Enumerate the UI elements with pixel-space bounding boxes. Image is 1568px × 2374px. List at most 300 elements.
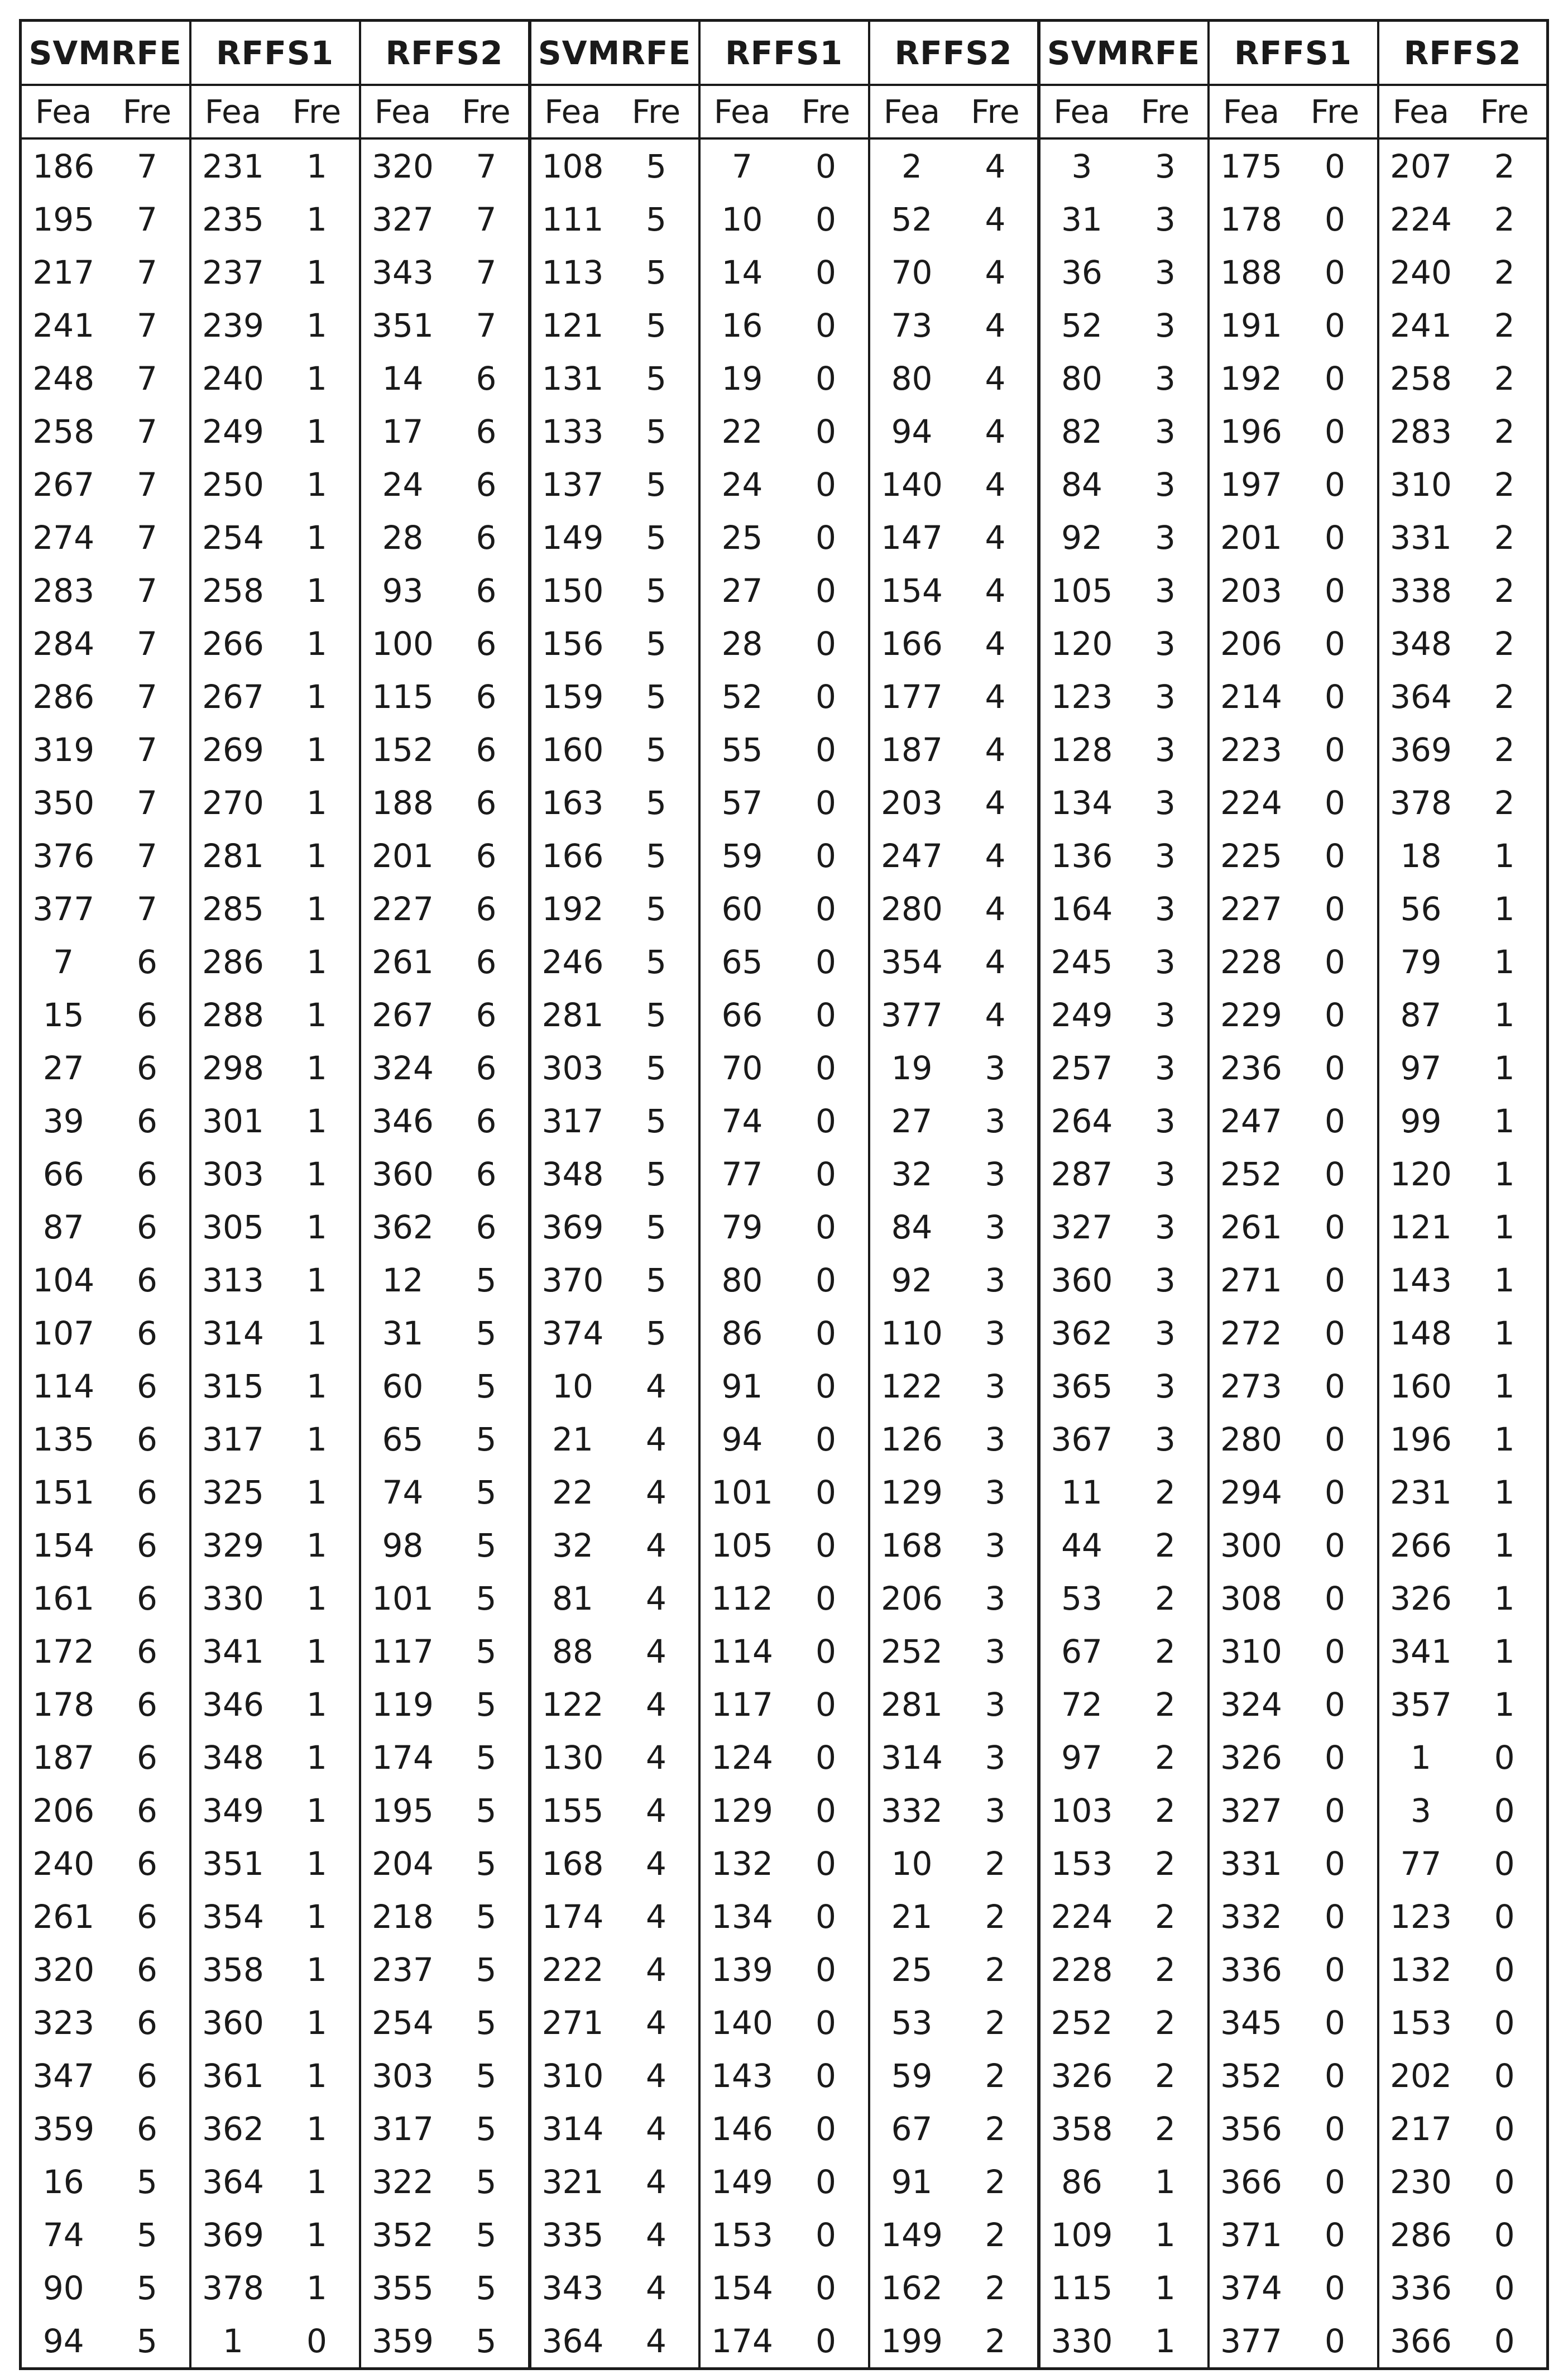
- feature-cell: 287: [1051, 1155, 1113, 1193]
- column-header-fre: Fre: [275, 85, 360, 138]
- frequency-cell: 1: [275, 1890, 360, 1943]
- frequency-cell: 4: [954, 458, 1039, 511]
- frequency-cell: 2: [1124, 2049, 1209, 2102]
- feature-cell: 303: [372, 2056, 434, 2095]
- frequency-cell: 0: [784, 1625, 869, 1678]
- feature-cell: 32: [891, 1155, 933, 1193]
- feature-cell: 303: [202, 1155, 264, 1193]
- feature-cell: 80: [1061, 359, 1102, 398]
- feature-cell: 80: [721, 1261, 763, 1299]
- feature-cell: 166: [881, 624, 943, 663]
- feature-cell: 27: [891, 1102, 933, 1140]
- feature-cell: 92: [891, 1261, 933, 1299]
- frequency-cell: 0: [1293, 723, 1378, 776]
- feature-cell: 115: [1051, 2268, 1113, 2307]
- feature-cell: 378: [202, 2268, 264, 2307]
- frequency-cell: 4: [954, 564, 1039, 617]
- column-header-fre: Fre: [1124, 85, 1209, 138]
- feature-cell: 3: [1071, 147, 1092, 185]
- frequency-cell: 1: [1494, 995, 1515, 1034]
- frequency-cell: 1: [275, 2208, 360, 2261]
- table-row: [21, 2208, 1548, 2261]
- feature-cell: 132: [711, 1844, 773, 1883]
- frequency-cell: 0: [784, 723, 869, 776]
- frequency-cell: 5: [615, 193, 699, 246]
- frequency-cell: 1: [275, 1731, 360, 1784]
- frequency-cell: 2: [1124, 1731, 1209, 1784]
- frequency-cell: 1: [275, 1360, 360, 1413]
- feature-cell: 349: [202, 1791, 264, 1830]
- frequency-cell: 7: [106, 193, 190, 246]
- frequency-cell: 2: [1494, 200, 1515, 238]
- frequency-cell: 6: [106, 988, 190, 1041]
- feature-cell: 174: [372, 1738, 434, 1777]
- frequency-cell: 0: [784, 193, 869, 246]
- frequency-cell: 3: [954, 1572, 1039, 1625]
- feature-cell: 159: [541, 677, 604, 716]
- table-row: [21, 670, 1548, 723]
- frequency-cell: 4: [615, 1519, 699, 1572]
- frequency-cell: 6: [106, 1784, 190, 1837]
- column-header-fea: Fea: [360, 85, 445, 138]
- frequency-cell: 0: [784, 670, 869, 723]
- feature-cell: 174: [541, 1897, 604, 1936]
- feature-cell: 140: [711, 2003, 773, 2042]
- column-header-fea: Fea: [530, 85, 615, 138]
- feature-cell: 286: [1390, 2215, 1452, 2254]
- frequency-cell: 4: [615, 2102, 699, 2155]
- frequency-cell: 7: [106, 564, 190, 617]
- frequency-cell: 0: [1293, 193, 1378, 246]
- frequency-cell: 1: [275, 405, 360, 458]
- frequency-cell: 0: [784, 1837, 869, 1890]
- feature-cell: 224: [1051, 1897, 1113, 1936]
- frequency-cell: 1: [275, 1200, 360, 1253]
- frequency-cell: 0: [784, 352, 869, 405]
- frequency-cell: 0: [1494, 2109, 1515, 2148]
- frequency-cell: 5: [445, 1837, 530, 1890]
- frequency-cell: 3: [954, 1094, 1039, 1147]
- feature-cell: 327: [1220, 1791, 1282, 1830]
- feature-cell: 325: [202, 1473, 264, 1511]
- feature-cell: 93: [382, 571, 424, 610]
- feature-cell: 129: [881, 1473, 943, 1511]
- frequency-cell: 0: [1293, 1731, 1378, 1784]
- feature-cell: 366: [1220, 2162, 1282, 2201]
- feature-cell: 27: [721, 571, 763, 610]
- frequency-cell: 2: [954, 2049, 1039, 2102]
- frequency-cell: 5: [445, 2261, 530, 2314]
- feature-cell: 177: [881, 677, 943, 716]
- frequency-cell: 1: [1494, 1314, 1515, 1352]
- feature-cell: 286: [202, 942, 264, 981]
- feature-cell: 310: [1390, 465, 1452, 504]
- feature-cell: 128: [1051, 730, 1113, 769]
- frequency-cell: 1: [1494, 1155, 1515, 1193]
- feature-cell: 247: [881, 836, 943, 875]
- feature-cell: 249: [1051, 995, 1113, 1034]
- frequency-cell: 5: [445, 1466, 530, 1519]
- frequency-cell: 1: [275, 1572, 360, 1625]
- feature-cell: 298: [202, 1049, 264, 1087]
- frequency-cell: 5: [445, 1625, 530, 1678]
- feature-cell: 224: [1390, 200, 1452, 238]
- frequency-cell: 0: [1293, 1572, 1378, 1625]
- feature-cell: 225: [1220, 836, 1282, 875]
- frequency-cell: 1: [1494, 1367, 1515, 1405]
- feature-cell: 148: [1390, 1314, 1452, 1352]
- feature-cell: 249: [202, 412, 264, 451]
- frequency-cell: 0: [784, 1890, 869, 1943]
- frequency-cell: 1: [275, 1519, 360, 1572]
- feature-cell: 283: [32, 571, 95, 610]
- frequency-cell: 0: [784, 2314, 869, 2369]
- frequency-cell: 0: [784, 829, 869, 882]
- group-header-rffs1: RFFS1: [190, 21, 360, 85]
- frequency-cell: 5: [615, 723, 699, 776]
- frequency-cell: 3: [1124, 988, 1209, 1041]
- table-row: [21, 988, 1548, 1041]
- feature-cell: 331: [1220, 1844, 1282, 1883]
- feature-cell: 101: [711, 1473, 773, 1511]
- feature-cell: 86: [1061, 2162, 1102, 2201]
- frequency-cell: 5: [106, 2314, 190, 2369]
- frequency-cell: 4: [954, 723, 1039, 776]
- frequency-cell: 3: [1124, 458, 1209, 511]
- frequency-cell: 0: [1293, 617, 1378, 670]
- feature-cell: 124: [711, 1738, 773, 1777]
- feature-cell: 123: [1390, 1897, 1452, 1936]
- frequency-cell: 5: [445, 2102, 530, 2155]
- feature-cell: 204: [372, 1844, 434, 1883]
- frequency-cell: 1: [275, 458, 360, 511]
- group-header-row: [21, 21, 1548, 85]
- frequency-cell: 7: [445, 246, 530, 299]
- table-row: [21, 723, 1548, 776]
- frequency-cell: 5: [615, 564, 699, 617]
- feature-cell: 36: [1061, 253, 1102, 291]
- frequency-cell: 2: [1124, 1890, 1209, 1943]
- frequency-cell: 3: [1124, 1147, 1209, 1200]
- feature-cell: 103: [1051, 1791, 1113, 1830]
- feature-cell: 250: [202, 465, 264, 504]
- feature-cell: 73: [891, 306, 933, 344]
- frequency-cell: 2: [1494, 571, 1515, 610]
- frequency-cell: 0: [784, 988, 869, 1041]
- feature-cell: 155: [541, 1791, 604, 1830]
- feature-cell: 314: [202, 1314, 264, 1352]
- frequency-cell: 0: [1494, 1791, 1515, 1830]
- frequency-cell: 2: [954, 2314, 1039, 2369]
- feature-cell: 143: [711, 2056, 773, 2095]
- frequency-cell: 0: [1293, 988, 1378, 1041]
- frequency-cell: 0: [1293, 1625, 1378, 1678]
- frequency-cell: 0: [1494, 1897, 1515, 1936]
- feature-cell: 166: [541, 836, 604, 875]
- frequency-cell: 4: [615, 2049, 699, 2102]
- column-header-fea: Fea: [1039, 85, 1124, 138]
- frequency-cell: 4: [615, 1731, 699, 1784]
- frequency-cell: 2: [1124, 1519, 1209, 1572]
- frequency-cell: 7: [106, 352, 190, 405]
- frequency-cell: 2: [1124, 1572, 1209, 1625]
- feature-cell: 66: [42, 1155, 84, 1193]
- feature-cell: 240: [1390, 253, 1452, 291]
- table-row: [21, 246, 1548, 299]
- feature-cell: 136: [1051, 836, 1113, 875]
- frequency-cell: 5: [106, 2155, 190, 2208]
- column-header-fre: Fre: [445, 85, 530, 138]
- frequency-cell: 3: [954, 1678, 1039, 1731]
- frequency-cell: 2: [1494, 359, 1515, 398]
- feature-cell: 218: [372, 1897, 434, 1936]
- table-row: [21, 935, 1548, 988]
- frequency-cell: 6: [106, 1890, 190, 1943]
- feature-cell: 57: [721, 783, 763, 822]
- frequency-cell: 5: [445, 2155, 530, 2208]
- feature-cell: 229: [1220, 995, 1282, 1034]
- frequency-cell: 1: [275, 1147, 360, 1200]
- feature-cell: 120: [1390, 1155, 1452, 1193]
- frequency-cell: 0: [784, 2208, 869, 2261]
- feature-cell: 245: [1051, 942, 1113, 981]
- feature-cell: 348: [1390, 624, 1452, 663]
- feature-cell: 330: [1051, 2322, 1113, 2360]
- frequency-cell: 1: [275, 193, 360, 246]
- frequency-cell: 4: [954, 405, 1039, 458]
- frequency-cell: 5: [445, 1360, 530, 1413]
- feature-cell: 252: [1220, 1155, 1282, 1193]
- feature-cell: 376: [32, 836, 95, 875]
- feature-cell: 240: [32, 1844, 95, 1883]
- frequency-cell: 0: [1293, 1306, 1378, 1360]
- feature-cell: 131: [541, 359, 604, 398]
- feature-cell: 317: [541, 1102, 604, 1140]
- feature-cell: 195: [372, 1791, 434, 1830]
- feature-cell: 343: [372, 253, 434, 291]
- feature-cell: 261: [1220, 1208, 1282, 1246]
- feature-cell: 178: [32, 1685, 95, 1724]
- column-header-fre: Fre: [1463, 85, 1548, 138]
- frequency-cell: 1: [275, 1837, 360, 1890]
- feature-cell: 367: [1051, 1420, 1113, 1458]
- feature-cell: 115: [372, 677, 434, 716]
- feature-cell: 126: [881, 1420, 943, 1458]
- frequency-cell: 4: [615, 2314, 699, 2369]
- column-header-fea: Fea: [699, 85, 784, 138]
- frequency-cell: 1: [1494, 1208, 1515, 1246]
- frequency-cell: 1: [275, 617, 360, 670]
- feature-cell: 94: [42, 2322, 84, 2360]
- frequency-cell: 0: [784, 776, 869, 829]
- frequency-cell: 0: [1494, 2268, 1515, 2307]
- feature-cell: 362: [1051, 1314, 1113, 1352]
- frequency-cell: 4: [615, 1625, 699, 1678]
- feature-cell: 44: [1061, 1526, 1102, 1564]
- table-row: [21, 1784, 1548, 1837]
- frequency-cell: 4: [954, 511, 1039, 564]
- feature-cell: 22: [552, 1473, 593, 1511]
- frequency-cell: 7: [106, 458, 190, 511]
- feature-cell: 119: [372, 1685, 434, 1724]
- feature-cell: 327: [372, 200, 434, 238]
- frequency-cell: 3: [954, 1519, 1039, 1572]
- frequency-cell: 2: [1494, 412, 1515, 451]
- frequency-cell: 6: [106, 1306, 190, 1360]
- frequency-cell: 5: [615, 138, 699, 193]
- frequency-cell: 1: [1494, 1420, 1515, 1458]
- frequency-cell: 5: [445, 1890, 530, 1943]
- frequency-cell: 5: [445, 1678, 530, 1731]
- feature-cell: 117: [372, 1632, 434, 1671]
- feature-cell: 11: [1061, 1473, 1102, 1511]
- frequency-cell: 3: [954, 1466, 1039, 1519]
- table-body: [21, 138, 1548, 2369]
- feature-cell: 281: [881, 1685, 943, 1724]
- frequency-cell: 7: [106, 617, 190, 670]
- feature-cell: 154: [881, 571, 943, 610]
- feature-cell: 272: [1220, 1314, 1282, 1352]
- frequency-cell: 6: [445, 511, 530, 564]
- frequency-cell: 5: [615, 1094, 699, 1147]
- feature-cell: 134: [711, 1897, 773, 1936]
- feature-cell: 32: [552, 1526, 593, 1564]
- feature-cell: 178: [1220, 200, 1282, 238]
- feature-cell: 351: [202, 1844, 264, 1883]
- feature-cell: 364: [1390, 677, 1452, 716]
- feature-cell: 362: [202, 2109, 264, 2148]
- frequency-cell: 5: [445, 1784, 530, 1837]
- feature-cell: 52: [721, 677, 763, 716]
- feature-cell: 364: [202, 2162, 264, 2201]
- frequency-cell: 0: [1293, 1943, 1378, 1996]
- frequency-cell: 0: [275, 2314, 360, 2369]
- frequency-cell: 0: [784, 299, 869, 352]
- feature-cell: 7: [732, 147, 752, 185]
- frequency-cell: 6: [106, 1147, 190, 1200]
- frequency-cell: 3: [1124, 138, 1209, 193]
- feature-cell: 1: [223, 2322, 243, 2360]
- frequency-cell: 4: [954, 776, 1039, 829]
- frequency-cell: 4: [615, 1890, 699, 1943]
- frequency-cell: 7: [106, 299, 190, 352]
- frequency-cell: 5: [445, 2208, 530, 2261]
- frequency-cell: 5: [615, 988, 699, 1041]
- frequency-cell: 6: [445, 935, 530, 988]
- frequency-cell: 0: [784, 1360, 869, 1413]
- frequency-cell: 3: [1124, 723, 1209, 776]
- feature-cell: 147: [881, 518, 943, 557]
- frequency-cell: 0: [1293, 246, 1378, 299]
- frequency-cell: 6: [106, 935, 190, 988]
- frequency-cell: 1: [275, 1678, 360, 1731]
- frequency-cell: 2: [954, 1996, 1039, 2049]
- frequency-cell: 0: [784, 1943, 869, 1996]
- feature-cell: 359: [372, 2322, 434, 2360]
- feature-cell: 53: [891, 2003, 933, 2042]
- feature-cell: 202: [1390, 2056, 1452, 2095]
- feature-cell: 97: [1061, 1738, 1102, 1777]
- frequency-cell: 1: [1494, 1579, 1515, 1617]
- feature-cell: 14: [382, 359, 424, 398]
- feature-cell: 139: [711, 1950, 773, 1989]
- frequency-cell: 0: [1494, 1738, 1515, 1777]
- feature-cell: 15: [42, 995, 84, 1034]
- frequency-cell: 5: [615, 617, 699, 670]
- frequency-cell: 1: [275, 1625, 360, 1678]
- feature-cell: 197: [1220, 465, 1282, 504]
- feature-cell: 70: [721, 1049, 763, 1087]
- frequency-cell: 1: [275, 1943, 360, 1996]
- feature-cell: 12: [382, 1261, 424, 1299]
- feature-cell: 1: [1411, 1738, 1431, 1777]
- frequency-cell: 6: [445, 405, 530, 458]
- feature-cell: 258: [32, 412, 95, 451]
- frequency-cell: 3: [954, 1784, 1039, 1837]
- feature-cell: 217: [1390, 2109, 1452, 2148]
- feature-cell: 354: [881, 942, 943, 981]
- frequency-cell: 3: [954, 1413, 1039, 1466]
- frequency-cell: 0: [784, 458, 869, 511]
- feature-cell: 110: [881, 1314, 943, 1352]
- feature-cell: 332: [881, 1791, 943, 1830]
- feature-cell: 156: [541, 624, 604, 663]
- group-header-rffs2: RFFS2: [360, 21, 530, 85]
- feature-cell: 150: [541, 571, 604, 610]
- frequency-cell: 0: [1494, 2162, 1515, 2201]
- feature-cell: 149: [881, 2215, 943, 2254]
- feature-cell: 360: [202, 2003, 264, 2042]
- frequency-cell: 0: [1293, 1519, 1378, 1572]
- table-row: [21, 1731, 1548, 1784]
- feature-cell: 252: [1051, 2003, 1113, 2042]
- feature-cell: 317: [202, 1420, 264, 1458]
- feature-cell: 174: [711, 2322, 773, 2360]
- frequency-cell: 1: [275, 511, 360, 564]
- feature-cell: 168: [541, 1844, 604, 1883]
- frequency-cell: 2: [1494, 147, 1515, 185]
- feature-cell: 327: [1051, 1208, 1113, 1246]
- frequency-cell: 3: [1124, 617, 1209, 670]
- frequency-cell: 6: [445, 723, 530, 776]
- feature-cell: 149: [541, 518, 604, 557]
- feature-cell: 235: [202, 200, 264, 238]
- frequency-cell: 4: [954, 352, 1039, 405]
- feature-cell: 175: [1220, 147, 1282, 185]
- frequency-cell: 7: [445, 138, 530, 193]
- frequency-cell: 0: [1293, 138, 1378, 193]
- sub-header-row: [21, 85, 1548, 138]
- frequency-cell: 3: [954, 1253, 1039, 1306]
- feature-cell: 303: [541, 1049, 604, 1087]
- frequency-cell: 3: [1124, 352, 1209, 405]
- frequency-cell: 2: [1124, 1996, 1209, 2049]
- feature-cell: 214: [1220, 677, 1282, 716]
- feature-cell: 222: [541, 1950, 604, 1989]
- frequency-cell: 6: [106, 2102, 190, 2155]
- frequency-cell: 6: [106, 1837, 190, 1890]
- feature-cell: 88: [552, 1632, 593, 1671]
- feature-cell: 364: [541, 2322, 604, 2360]
- frequency-cell: 4: [615, 1360, 699, 1413]
- feature-cell: 266: [1390, 1526, 1452, 1564]
- frequency-cell: 0: [1293, 2049, 1378, 2102]
- feature-cell: 271: [1220, 1261, 1282, 1299]
- feature-cell: 206: [32, 1791, 95, 1830]
- frequency-cell: 5: [615, 1041, 699, 1094]
- feature-cell: 114: [32, 1367, 95, 1405]
- feature-cell: 28: [382, 518, 424, 557]
